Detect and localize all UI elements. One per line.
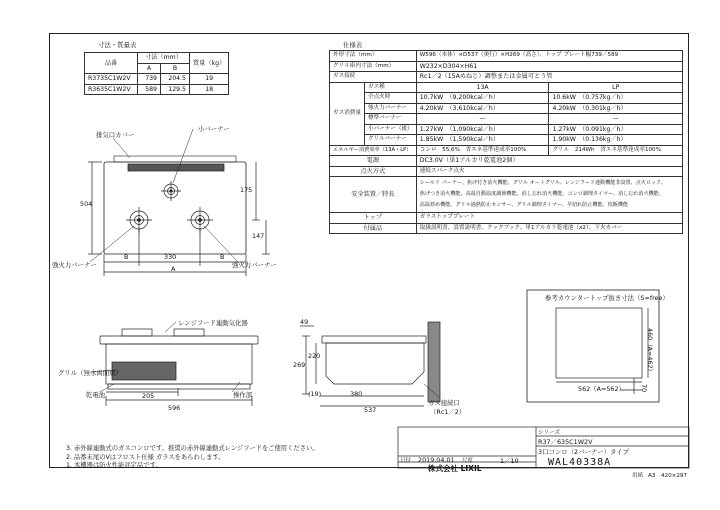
size-table-model-header: 品番	[85, 53, 138, 74]
energy-label: エネルギー消費効率（13A・LP）	[330, 145, 417, 156]
b-cell: 204.5	[161, 74, 190, 85]
row-lp: 10.6kW （0.757kg／h）	[549, 93, 683, 104]
b-cell: 129.5	[161, 84, 190, 95]
scale-value: 1／10	[500, 457, 519, 465]
row-lp: 1.90kW （0.136kg／h）	[549, 135, 683, 146]
scale-label: 尺度	[462, 458, 473, 464]
dim-220: 220	[308, 352, 321, 360]
date-value: 2019.04.01	[418, 456, 455, 464]
outer-dim-label: 外形寸法（mm）	[330, 51, 417, 62]
row-13a: —	[416, 114, 549, 125]
gas-conn-label: ガス接続	[330, 72, 417, 83]
dim-175: 175	[240, 186, 253, 194]
row-13a: 1.27kW （1,090kcal／h）	[416, 124, 549, 135]
gas-inlet-size: （Rc1／2）	[430, 408, 466, 416]
energy-grill-label: グリル	[552, 146, 570, 153]
battery-label: 乾電池	[86, 391, 106, 399]
cooktop-top-view	[88, 129, 270, 276]
power-label: 電源	[330, 156, 417, 167]
dim-269: 269	[293, 361, 306, 369]
size-table-b-header: B	[161, 63, 190, 74]
accessory-value: 取扱説明書、設置説明書、クックブック、単1アルカリ乾電池（x2）、下火カバー	[416, 223, 682, 234]
paper-value: A3 420×297	[648, 473, 688, 479]
energy-stove-label: コンロ	[419, 146, 437, 153]
type-value: 3口コンロ（2バーナー）タイプ	[538, 448, 629, 456]
hood-link-label: レンジフード連動気化器	[178, 319, 248, 327]
countertop-depth-note: （A=462）	[646, 340, 654, 375]
dim-504: 504	[80, 200, 93, 208]
countertop-depth	[646, 328, 655, 375]
safety-line: 高温炒め機能、グリル過熱防止センサー、グリル調理タイマー、早切れ防止機能、炊飯機能	[419, 202, 629, 208]
row-label: 標準バーナー	[364, 114, 416, 125]
mass-cell: 18	[190, 84, 229, 95]
strong-burner-right-label: 強火力バーナー	[232, 261, 277, 269]
power-value: DC3.0V（単1アルカリ乾電池2個）	[416, 156, 682, 167]
dim-330: 330	[164, 253, 177, 261]
a-cell: 589	[138, 84, 161, 95]
dim-a: A	[171, 265, 176, 273]
row-13a: 10.7kW （9,200kcal／h）	[416, 93, 549, 104]
dim-380: 380	[350, 390, 363, 398]
energy-stove-value: 55.6% 省エネ基準達成率100%	[442, 146, 527, 153]
countertop-radius: 70	[640, 384, 648, 393]
mass-cell: 19	[190, 74, 229, 85]
countertop-width-value: 562	[578, 385, 591, 393]
gas-lp: LP	[549, 82, 683, 93]
row-lp: 1.27kW （0.091kg／h）	[549, 124, 683, 135]
notes	[66, 445, 319, 471]
exhaust-cover-label: 排気口カバー	[96, 131, 135, 139]
small-burner-label: 小バーナー	[198, 125, 230, 133]
dim-b-left: B	[124, 253, 129, 261]
drawing-number: WAL40338A	[548, 457, 612, 468]
accessory-label: 付属品	[330, 223, 417, 234]
gas-inlet-label: ガス接続口	[428, 399, 460, 407]
ignition-value: 連続スパーク点火	[416, 166, 682, 177]
ignition-label: 点火方式	[330, 166, 417, 177]
row-label: グリルバーナー	[364, 135, 416, 146]
safety-line: 焦げつき消火機能、高温自動温度調節機能、消し忘れ消火機能、コンロ調理タイマー、消し忘れ消火機能、	[419, 191, 664, 197]
note-item: 2. 品番末尾のVはフロスト仕様 ガラスをあらわします。	[66, 453, 225, 461]
row-label: 全点火時	[364, 93, 416, 104]
outer-dim-value: W596（本体）×D537（奥行）×H269（高さ）、トップ プレート幅739／589	[416, 51, 682, 62]
size-table-dim-header: 寸法（mm）	[138, 53, 190, 64]
row-13a: 1.85kW （1,590kcal／h）	[416, 135, 549, 146]
series-value: R37／635C1W2V	[538, 438, 593, 446]
spec-table-title: 仕様表	[343, 41, 363, 49]
dim-596: 596	[168, 404, 181, 412]
grill-door-label: グリル（無水両面焼）	[58, 369, 122, 377]
row-lp: 4.20kW （0.301kg／h）	[549, 103, 683, 114]
gas-13a: 13A	[416, 82, 549, 93]
dim-49: 49	[300, 318, 309, 326]
top-label: トップ	[330, 213, 417, 224]
countertop-width-note: （A=562）	[590, 385, 625, 393]
countertop-depth-value: 460	[646, 328, 654, 341]
small-burner-icon	[161, 181, 181, 201]
note-item: 1. 本機器は防火性能評定品です。	[66, 462, 162, 470]
consume-label: ガス消費量	[330, 82, 365, 145]
series-label: シリーズ	[538, 430, 561, 436]
model-cell: R3635C1W2V	[85, 84, 138, 95]
dim-537: 537	[364, 406, 377, 414]
strong-burner-left-label: 強火力バーナー	[52, 261, 97, 269]
company-logo: 株式会社 LIXIL	[428, 464, 482, 473]
row-lp: —	[549, 114, 683, 125]
safety-line: シールド バーナー、焦げ付き消火機能、グリル オートグリル、レンジフード連動機能非設置、点火ロック、	[419, 180, 666, 186]
date-label: 日付	[400, 458, 411, 464]
top-value: ガラストッププレート	[416, 213, 682, 224]
row-label: 強火力バーナー	[364, 103, 416, 114]
control-label: 操作部	[233, 391, 253, 399]
size-table-title: 寸法・質量表	[98, 41, 137, 49]
grill-dim-value: W232×D304×H61	[416, 61, 682, 72]
energy-grill-value: 214Wh 省エネ基準達成率100%	[574, 146, 661, 153]
dim-19: (19)	[308, 390, 322, 398]
row-13a: 4.20kW （3,610kcal／h）	[416, 103, 549, 114]
gas-conn-value: Rc1／2（15Aめねじ）調整または金属可とう管	[416, 72, 682, 83]
dim-205: 205	[142, 392, 155, 400]
paper-label: 用紙	[632, 473, 644, 479]
model-cell: R3735C1W2V	[85, 74, 138, 85]
countertop-width	[578, 384, 625, 393]
dim-b-right: B	[220, 253, 225, 261]
size-table-mass-header: 質量（kg）	[190, 53, 229, 74]
size-table-a-header: A	[138, 63, 161, 74]
row-label: 小バーナー（後）	[364, 124, 416, 135]
safety-label: 安全装置／特長	[330, 177, 417, 213]
countertop-title: 参考カウンタートップ抜き寸法（S=free）	[545, 294, 669, 302]
grill-dim-label: グリル庫内寸法（mm）	[330, 61, 417, 72]
a-cell: 739	[138, 74, 161, 85]
note-item: 3. 赤外線連動式のガスコンロです。推奨の赤外線連動式レンジフードをご使用ください。	[66, 445, 319, 452]
dim-147: 147	[252, 232, 265, 240]
gas-type-label: ガス種	[364, 82, 416, 93]
